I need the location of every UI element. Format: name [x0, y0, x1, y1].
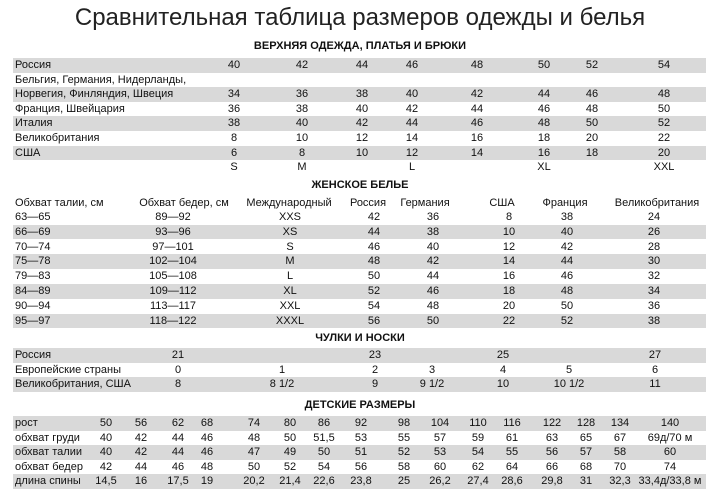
table-cell: 62: [171, 417, 185, 429]
table-cell: 62: [471, 460, 485, 473]
table-cell: 32,3: [609, 475, 631, 488]
table-cell: 44: [134, 460, 148, 473]
table-cell: 54: [317, 460, 331, 473]
table-cell: 18: [537, 132, 551, 144]
table-cell: 50: [283, 431, 297, 444]
table-cell: 44: [355, 59, 369, 71]
table-row: [13, 460, 706, 475]
table-cell: XXXL: [275, 314, 305, 327]
table-cell: 16: [537, 146, 551, 159]
table-cell: L: [408, 161, 416, 174]
table-cell: 14: [405, 132, 419, 144]
table-cell: 92: [354, 417, 368, 429]
row-label: Норвегия, Финляндия, Швеция: [15, 88, 174, 101]
table-cell: 16: [470, 132, 484, 144]
table-cell: 8: [505, 211, 513, 223]
row-label: 79—83: [15, 270, 51, 283]
table-cell: 22: [502, 314, 516, 327]
table-cell: 48: [426, 299, 440, 312]
section-kids-heading: ДЕТСКИЕ РАЗМЕРЫ: [304, 399, 416, 411]
table-cell: S: [230, 161, 238, 174]
table-cell: 40: [355, 102, 369, 115]
row-label: Россия: [15, 349, 52, 361]
table-cell: 28,6: [501, 475, 523, 488]
table-cell: 51: [354, 446, 368, 459]
table-cell: 118—122: [149, 314, 197, 327]
table-cell: 20: [657, 146, 671, 159]
table-cell: 46: [200, 431, 214, 444]
table-cell: 20,2: [243, 475, 265, 488]
row-label: 90—94: [15, 299, 51, 312]
table-cell: 42: [355, 117, 369, 130]
table-cell: 38: [560, 211, 574, 223]
table-cell: XL: [537, 161, 551, 174]
row-label: Европейские страны: [15, 363, 122, 376]
table-cell: 38: [295, 102, 309, 115]
column-header: Обхват бедер, см: [139, 197, 229, 209]
table-cell: 23,8: [350, 475, 372, 488]
table-cell: S: [286, 240, 294, 253]
table-cell: 26,2: [429, 475, 451, 488]
table-cell: 48: [470, 59, 484, 71]
table-cell: 46: [367, 240, 381, 253]
table-cell: 50: [247, 460, 261, 473]
row-label: Великобритания: [15, 132, 100, 144]
table-cell: 50: [99, 417, 113, 429]
table-cell: 12: [355, 132, 369, 144]
table-cell: 60: [663, 446, 677, 459]
row-label: 75—78: [15, 255, 51, 268]
table-cell: 105—108: [149, 270, 197, 283]
table-cell: 42: [470, 88, 484, 101]
row-label: рост: [15, 417, 38, 429]
table-cell: 40: [99, 431, 113, 444]
table-cell: 21,4: [279, 475, 301, 488]
table-cell: 128: [576, 417, 596, 429]
table-row: [13, 377, 706, 392]
table-cell: 102—104: [149, 255, 197, 268]
table-cell: 36: [647, 299, 661, 312]
row-label: обхват бедер: [15, 460, 83, 473]
section-outerwear-heading: ВЕРХНЯЯ ОДЕЖДА, ПЛАТЬЯ И БРЮКИ: [253, 40, 467, 52]
table-cell: 57: [579, 446, 593, 459]
table-cell: 44: [470, 102, 484, 115]
table-cell: 42: [99, 460, 113, 473]
page-title: Сравнительная таблица размеров одежды и белья: [74, 4, 646, 31]
table-cell: 40: [99, 446, 113, 459]
table-row: [13, 269, 706, 284]
table-cell: L: [286, 270, 294, 283]
section-lingerie-heading: ЖЕНСКОЕ БЕЛЬЕ: [311, 179, 409, 191]
table-cell: 98: [397, 417, 411, 429]
table-cell: 48: [560, 285, 574, 297]
table-cell: 20: [502, 299, 516, 312]
table-cell: 31: [579, 475, 593, 488]
table-cell: 42: [367, 211, 381, 223]
table-cell: 36: [227, 102, 241, 115]
table-cell: 58: [613, 446, 627, 459]
table-cell: 42: [134, 446, 148, 459]
table-cell: 49: [283, 446, 297, 459]
table-cell: 4: [499, 363, 507, 376]
table-cell: 44: [405, 117, 419, 130]
table-cell: 46: [470, 117, 484, 130]
table-cell: 48: [537, 117, 551, 130]
column-header: Великобритания: [614, 197, 700, 209]
table-cell: 67: [613, 431, 627, 444]
table-cell: 50: [537, 59, 551, 71]
table-cell: 40: [227, 59, 241, 71]
table-cell: 21: [171, 349, 185, 361]
table-cell: 30: [647, 255, 661, 268]
table-cell: 57: [433, 431, 447, 444]
table-cell: 25: [397, 475, 411, 488]
table-cell: XS: [282, 225, 298, 238]
table-cell: 46: [426, 285, 440, 297]
table-cell: 48: [247, 431, 261, 444]
table-cell: 56: [134, 417, 148, 429]
table-cell: 19: [200, 475, 214, 488]
table-cell: 36: [426, 211, 440, 223]
table-cell: 42: [405, 102, 419, 115]
table-cell: 33,4д/33,8 м: [638, 475, 702, 488]
table-cell: 54: [471, 446, 485, 459]
table-cell: 52: [657, 117, 671, 130]
table-cell: 89—92: [155, 211, 191, 223]
table-cell: M: [297, 161, 307, 174]
table-row: [13, 131, 706, 146]
table-row: [13, 87, 706, 102]
row-label: 84—89: [15, 285, 51, 297]
table-cell: 66: [545, 460, 559, 473]
table-row: [13, 146, 706, 161]
table-cell: 22,6: [313, 475, 335, 488]
table-cell: 60: [433, 460, 447, 473]
table-cell: 52: [283, 460, 297, 473]
column-header: Франция: [542, 197, 588, 209]
table-cell: 36: [295, 88, 309, 101]
table-cell: 38: [355, 88, 369, 101]
table-cell: 34: [227, 88, 241, 101]
table-cell: 20: [585, 132, 599, 144]
table-cell: 52: [367, 285, 381, 297]
table-cell: 48: [367, 255, 381, 268]
table-cell: 113—117: [149, 299, 197, 312]
table-header-row: [13, 196, 706, 211]
table-cell: 12: [405, 146, 419, 159]
table-row: [13, 314, 706, 329]
table-cell: 40: [560, 225, 574, 238]
table-cell: 10: [502, 225, 516, 238]
table-row: [13, 299, 706, 314]
row-label: длина спины: [15, 475, 81, 488]
table-cell: 16: [502, 270, 516, 283]
table-cell: 40: [295, 117, 309, 130]
table-cell: 0: [174, 363, 182, 376]
table-cell: XXS: [278, 211, 302, 223]
table-cell: 10: [496, 378, 510, 391]
table-cell: 6: [230, 146, 238, 159]
table-cell: 1: [278, 363, 286, 376]
table-cell: 5: [565, 363, 573, 376]
table-cell: 46: [405, 59, 419, 71]
table-cell: 14: [470, 146, 484, 159]
table-cell: 109—112: [149, 285, 197, 297]
table-cell: 25: [496, 349, 510, 361]
table-cell: 93—96: [155, 225, 191, 238]
table-cell: 14,5: [95, 475, 117, 488]
table-cell: 55: [397, 431, 411, 444]
table-cell: 46: [200, 446, 214, 459]
table-cell: 38: [426, 225, 440, 238]
table-cell: 47: [247, 446, 261, 459]
table-cell: 58: [397, 460, 411, 473]
table-cell: 46: [537, 102, 551, 115]
table-cell: 34: [647, 285, 661, 297]
table-cell: 116: [503, 417, 521, 429]
table-row: [13, 431, 706, 446]
row-label: 95—97: [15, 314, 51, 327]
table-cell: 46: [560, 270, 574, 283]
row-label: США: [15, 146, 41, 159]
table-cell: 56: [545, 446, 559, 459]
table-cell: 46: [585, 88, 599, 101]
table-cell: 80: [283, 417, 297, 429]
table-row: [13, 210, 706, 225]
table-cell: 2: [371, 363, 379, 376]
table-cell: 44: [367, 225, 381, 238]
table-cell: 42: [560, 240, 574, 253]
table-cell: 52: [397, 446, 411, 459]
table-cell: 28: [647, 240, 661, 253]
table-cell: 3: [428, 363, 436, 376]
table-cell: 14: [502, 255, 516, 268]
column-header: США: [489, 197, 515, 209]
table-cell: 97—101: [152, 240, 194, 253]
table-cell: 70: [613, 460, 627, 473]
column-header: Обхват талии, см: [15, 197, 104, 209]
table-cell: 51,5: [313, 431, 335, 444]
row-label: Россия: [15, 59, 52, 71]
table-row: [13, 254, 706, 269]
table-cell: 44: [171, 431, 185, 444]
row-label: 70—74: [15, 240, 51, 253]
table-cell: 27: [648, 349, 662, 361]
table-cell: 24: [647, 211, 661, 223]
table-row: [13, 58, 706, 73]
column-header: Россия: [349, 197, 387, 209]
table-cell: 8 1/2: [269, 378, 295, 391]
table-cell: 11: [649, 378, 661, 391]
table-cell: 10: [295, 132, 309, 144]
table-cell: 18: [585, 146, 599, 159]
table-cell: 8: [174, 378, 182, 391]
table-cell: XXL: [653, 161, 675, 174]
table-cell: 38: [647, 314, 661, 327]
table-cell: 18: [502, 285, 516, 297]
table-cell: 68: [200, 417, 214, 429]
table-cell: 52: [585, 59, 599, 71]
table-cell: 26: [647, 225, 661, 238]
table-cell: 42: [295, 59, 309, 71]
table-cell: 52: [560, 314, 574, 327]
table-cell: 50: [367, 270, 381, 283]
table-row: [13, 160, 706, 175]
table-row: [13, 225, 706, 240]
table-cell: 16: [134, 475, 148, 488]
table-cell: 61: [505, 431, 519, 444]
table-row: [13, 363, 706, 378]
table-cell: 23: [368, 349, 382, 361]
table-cell: 29,8: [541, 475, 563, 488]
table-cell: 50: [426, 314, 440, 327]
table-cell: 46: [171, 460, 185, 473]
table-cell: 122: [542, 417, 562, 429]
table-cell: 27,4: [467, 475, 489, 488]
table-cell: 110: [469, 417, 487, 429]
table-cell: 17,5: [167, 475, 189, 488]
table-cell: 86: [317, 417, 331, 429]
row-label: 66—69: [15, 225, 51, 238]
table-cell: 8: [298, 146, 306, 159]
table-cell: 53: [354, 431, 368, 444]
table-cell: 68: [579, 460, 593, 473]
table-cell: XL: [283, 285, 297, 297]
table-row: [13, 284, 706, 299]
table-cell: 48: [200, 460, 214, 473]
table-cell: 140: [660, 417, 680, 429]
table-row: [13, 240, 706, 255]
table-cell: XXL: [279, 299, 301, 312]
row-label: обхват талии: [15, 446, 82, 459]
table-cell: 42: [134, 431, 148, 444]
table-row: [13, 348, 706, 363]
table-cell: 6: [651, 363, 659, 376]
table-cell: 9: [371, 378, 379, 391]
row-label: обхват груди: [15, 431, 80, 444]
table-cell: 48: [585, 102, 599, 115]
table-row: [13, 474, 706, 489]
table-cell: 10: [355, 146, 369, 159]
table-cell: 42: [426, 255, 440, 268]
section-hosiery-heading: ЧУЛКИ И НОСКИ: [315, 332, 405, 344]
table-cell: 64: [505, 460, 519, 473]
table-row: [13, 116, 706, 131]
table-cell: 54: [367, 299, 381, 312]
table-cell: 65: [579, 431, 593, 444]
table-cell: 56: [367, 314, 381, 327]
table-cell: 40: [426, 240, 440, 253]
table-cell: 9 1/2: [419, 378, 445, 391]
table-row: [13, 73, 706, 88]
table-cell: 55: [505, 446, 519, 459]
table-cell: 69д/70 м: [647, 431, 693, 444]
table-cell: 12: [502, 240, 516, 253]
table-cell: 44: [560, 255, 574, 268]
row-label: Великобритания, США: [15, 378, 131, 391]
table-cell: 74: [247, 417, 261, 429]
table-cell: 54: [657, 59, 671, 71]
table-row: [13, 416, 706, 431]
table-cell: 40: [405, 88, 419, 101]
table-cell: 22: [657, 132, 671, 144]
table-cell: 50: [585, 117, 599, 130]
table-cell: 50: [317, 446, 331, 459]
table-cell: 48: [657, 88, 671, 101]
table-cell: 53: [433, 446, 447, 459]
table-cell: 74: [663, 460, 677, 473]
table-cell: 8: [230, 132, 238, 144]
row-label: Бельгия, Германия, Нидерланды,: [15, 73, 187, 86]
row-label: Италия: [15, 117, 53, 130]
table-cell: 44: [426, 270, 440, 283]
table-row: [13, 445, 706, 460]
table-cell: 44: [171, 446, 185, 459]
table-cell: 10 1/2: [553, 378, 585, 391]
row-label: 63—65: [15, 211, 51, 223]
row-label: Франция, Швейцария: [15, 102, 125, 115]
table-cell: 50: [657, 102, 671, 115]
table-cell: 56: [354, 460, 368, 473]
table-cell: 44: [537, 88, 551, 101]
column-header: Международный: [246, 197, 332, 209]
column-header: Германия: [400, 197, 450, 209]
table-cell: 38: [227, 117, 241, 130]
table-cell: M: [285, 255, 295, 268]
table-cell: 32: [647, 270, 661, 283]
table-cell: 104: [430, 417, 450, 429]
table-row: [13, 102, 706, 117]
table-cell: 134: [610, 417, 630, 429]
table-cell: 63: [545, 431, 559, 444]
table-cell: 59: [471, 431, 485, 444]
table-cell: 50: [560, 299, 574, 312]
